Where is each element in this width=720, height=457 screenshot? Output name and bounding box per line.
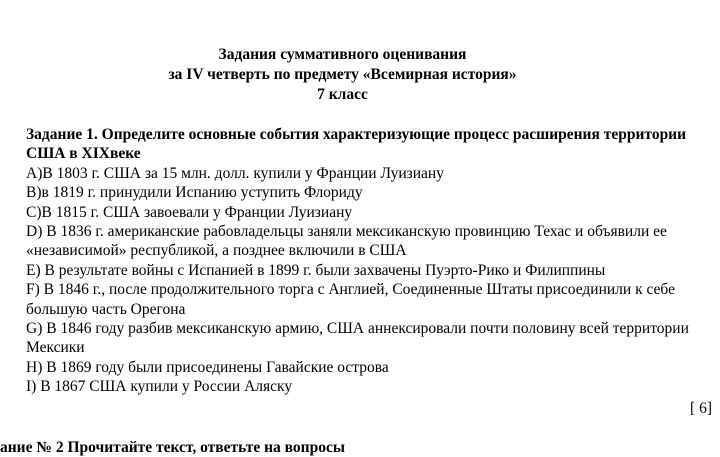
option-b: B)в 1819 г. принудили Испанию уступить Флориду — [26, 184, 363, 202]
task-1-label: Задание 1. — [26, 126, 98, 143]
next-task-heading-partial: ание № 2 Прочитайте текст, ответьте на вопросы — [0, 439, 345, 456]
task-1 — [26, 125, 698, 397]
task-1-title — [26, 125, 698, 164]
task-1-prompt: Определите основные события характеризующие процесс расширения территории США в XIXвеке — [26, 126, 687, 163]
option-e: E) В результате войны с Испанией в 1899 г. были захвачены Пуэрто-Рико и Филиппины — [26, 261, 606, 279]
option-d: D) В 1836 г. американские рабовладельцы заняли мексиканскую провинцию Техас и объявили ее «независимой» республикой, а позднее включили в США — [26, 223, 667, 260]
task-1-score: [ 6] — [690, 400, 712, 417]
heading-title: Задания суммативного оценивания — [218, 46, 467, 63]
option-f: F) В 1846 г., после продолжительного торга с Англией, Соединенные Штаты присоединили к себе большую часть Орегона — [26, 281, 675, 318]
option-i: I) В 1867 США купили у России Аляску — [26, 378, 293, 396]
option-h: H) В 1869 году были присоединены Гавайские острова — [26, 358, 389, 376]
option-c: C)В 1815 г. США завоевали у Франции Луизиану — [26, 203, 353, 221]
heading-subject: за IV четверть по предмету «Всемирная история» — [168, 66, 517, 83]
option-g: G) В 1846 году разбив мексиканскую армию, США аннексировали почти половину всей территории Мексики — [26, 320, 689, 357]
heading-grade: 7 класс — [317, 86, 368, 103]
option-a: A)В 1803 г. США за 15 млн. долл. купили у Франции Луизиану — [26, 164, 444, 182]
